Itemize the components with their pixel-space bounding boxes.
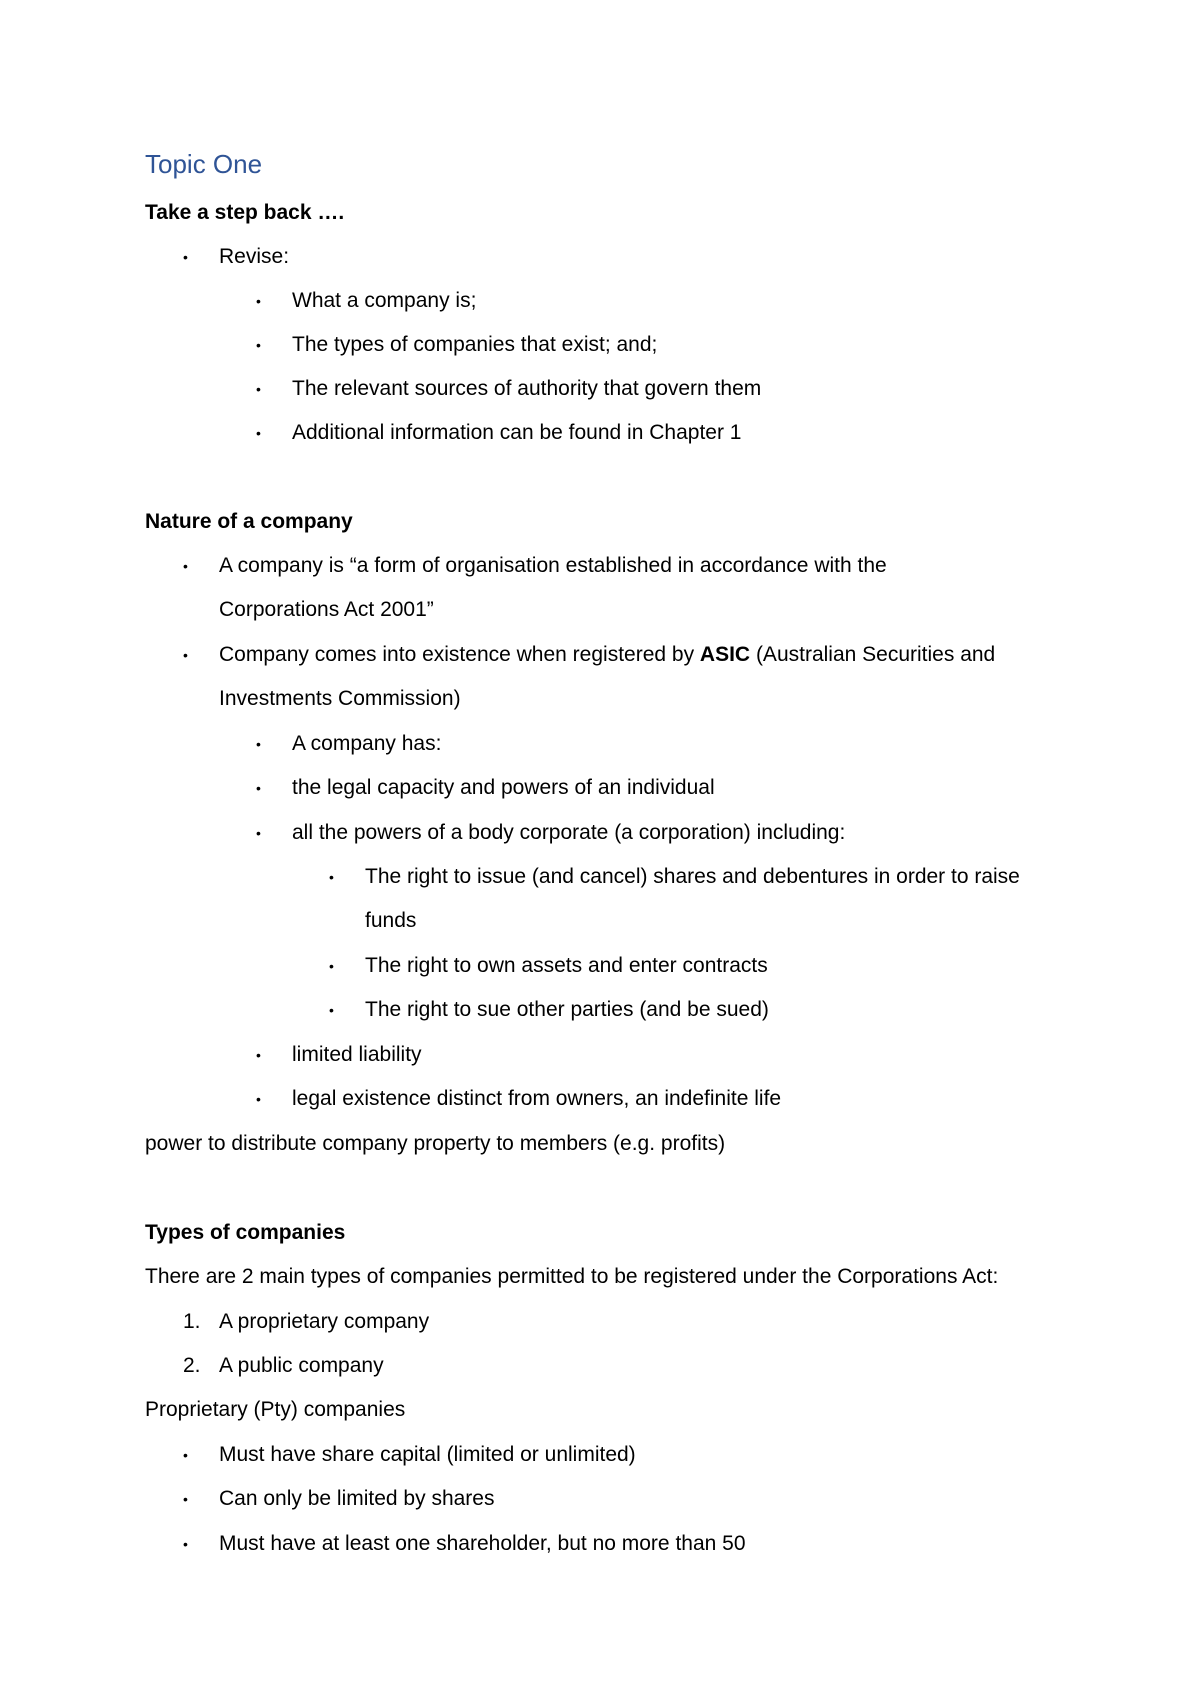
bullet-icon: • [256, 825, 261, 841]
list-item: legal existence distinct from owners, an indefinite life [292, 1087, 782, 1110]
bullet-icon: • [183, 1447, 188, 1463]
section-heading-types: Types of companies [145, 1221, 346, 1244]
bullet-icon: • [183, 558, 188, 574]
subheading-proprietary: Proprietary (Pty) companies [145, 1398, 406, 1421]
bullet-icon: • [256, 780, 261, 796]
list-item: The right to sue other parties (and be sued) [365, 998, 769, 1021]
list-item: The relevant sources of authority that govern them [292, 377, 762, 400]
existence-line-2: Investments Commission) [219, 687, 461, 710]
list-number: 2. [183, 1354, 201, 1377]
existence-line-1 [219, 633, 995, 677]
bullet-icon: • [256, 293, 261, 309]
paragraph: There are 2 main types of companies permitted to be registered under the Corporations Act: [145, 1265, 999, 1288]
existence-text-continued: (Australian Securities and [750, 643, 996, 666]
bullet-icon: • [256, 425, 261, 441]
list-item: What a company is; [292, 289, 477, 312]
list-item: all the powers of a body corporate (a corporation) including: [292, 821, 846, 844]
bullet-icon: • [256, 337, 261, 353]
list-item: The right to own assets and enter contracts [365, 954, 768, 977]
asic-acronym: ASIC [699, 643, 751, 666]
definition-line-2: Corporations Act 2001” [219, 598, 434, 621]
bullet-icon: • [256, 1091, 261, 1107]
list-item: the legal capacity and powers of an individual [292, 776, 715, 799]
list-item: Must have at least one shareholder, but no more than 50 [219, 1532, 746, 1555]
numbered-item: A proprietary company [219, 1310, 430, 1333]
numbered-item: A public company [219, 1354, 384, 1377]
section-heading-nature: Nature of a company [145, 510, 353, 533]
page-title: Topic One [145, 149, 263, 179]
bullet-icon: • [183, 1491, 188, 1507]
list-item-continued: funds [365, 909, 417, 932]
list-item: limited liability [292, 1043, 422, 1066]
bullet-icon: • [183, 1536, 188, 1552]
bullet-icon: • [256, 381, 261, 397]
list-item: Additional information can be found in Chapter 1 [292, 421, 742, 444]
bullet-icon: • [183, 647, 188, 663]
bullet-icon: • [329, 869, 334, 885]
existence-text: Company comes into existence when registered by [219, 643, 700, 666]
bullet-icon: • [256, 1047, 261, 1063]
list-item: A company has: [292, 732, 442, 755]
list-item: The types of companies that exist; and; [292, 333, 658, 356]
list-number: 1. [183, 1310, 201, 1333]
paragraph: power to distribute company property to members (e.g. profits) [145, 1132, 726, 1155]
bullet-icon: • [183, 249, 188, 265]
list-item: Can only be limited by shares [219, 1487, 495, 1510]
bullet-icon: • [329, 1002, 334, 1018]
list-item: The right to issue (and cancel) shares and debentures in order to raise [365, 865, 1020, 888]
section-heading-step-back: Take a step back …. [145, 201, 345, 224]
list-item-revise: Revise: [219, 245, 290, 268]
list-item: Must have share capital (limited or unlimited) [219, 1443, 636, 1466]
bullet-icon: • [256, 736, 261, 752]
definition-line-1: A company is “a form of organisation established in accordance with the [219, 554, 887, 577]
bullet-icon: • [329, 958, 334, 974]
